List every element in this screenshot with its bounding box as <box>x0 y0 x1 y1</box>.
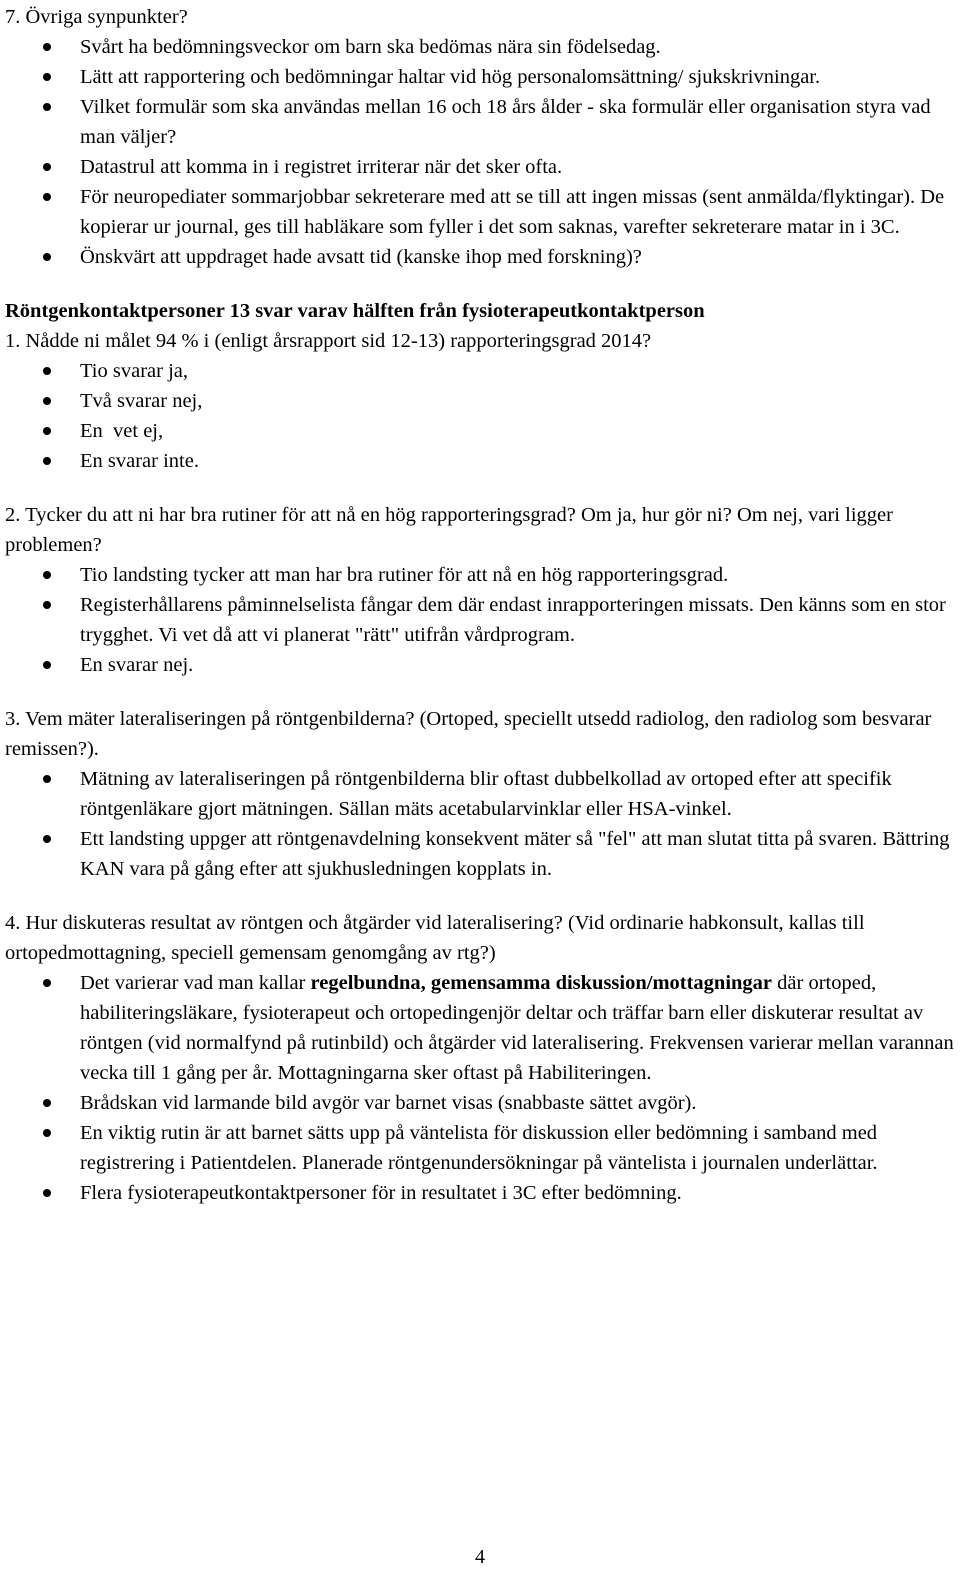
question-4-list <box>5 968 957 1208</box>
list-item: För neuropediater sommarjobbar sekreterare med att se till att ingen missas (sent anmälda/flyktingar). De kopierar ur journal, ges till habläkare som fyller i det som saknas, varefter sekreterare matar in i 3C. <box>5 182 957 242</box>
bullet-icon <box>43 979 51 987</box>
bullet-icon <box>43 43 51 51</box>
list-item: Svårt ha bedömningsveckor om barn ska bedömas nära sin födelsedag. <box>5 32 957 62</box>
spacer <box>5 476 957 500</box>
spacer <box>5 884 957 908</box>
question-1-list <box>5 356 957 476</box>
spacer <box>5 680 957 704</box>
page-number: 4 <box>475 1546 485 1568</box>
list-item: Önskvärt att uppdraget hade avsatt tid (kanske ihop med forskning)? <box>5 242 957 272</box>
question-3: 3. Vem mäter lateraliseringen på röntgenbilderna? (Ortoped, speciellt utsedd radiolog, den radiolog som besvarar remissen?). <box>5 708 932 760</box>
question-2-list <box>5 560 957 680</box>
bullet-icon <box>43 73 51 81</box>
bullet-icon <box>43 1189 51 1197</box>
bullet-icon <box>43 427 51 435</box>
section-7-list <box>5 32 957 272</box>
bullet-icon <box>43 775 51 783</box>
bullet-icon <box>43 1099 51 1107</box>
question-3-list <box>5 764 957 884</box>
list-item: Ett landsting uppger att röntgenavdelning konsekvent mäter så "fel" att man slutat titta på svaren. Bättring KAN vara på gång efter att sjukhusledningen kopplats in. <box>5 824 957 884</box>
list-item: En svarar inte. <box>5 446 957 476</box>
bullet-icon <box>43 457 51 465</box>
bullet-icon <box>43 571 51 579</box>
question-1: 1. Nådde ni målet 94 % i (enligt årsrapport sid 12-13) rapporteringsgrad 2014? <box>5 330 652 352</box>
list-item: Två svarar nej, <box>5 386 957 416</box>
section-7-title: 7. Övriga synpunkter? <box>5 6 188 28</box>
list-item: En svarar nej. <box>5 650 957 680</box>
bullet-icon <box>43 397 51 405</box>
bullet-icon <box>43 1129 51 1137</box>
list-item: Registerhållarens påminnelselista fångar dem där endast inrapporteringen missats. Den känns som en stor trygghet. Vi vet då att vi planerat "rätt" utifrån vårdprogram. <box>5 590 957 650</box>
bullet-icon <box>43 163 51 171</box>
bullet-icon <box>43 103 51 111</box>
list-item: En viktig rutin är att barnet sätts upp på väntelista för diskussion eller bedömning i samband med registrering i Patientdelen. Planerade röntgenundersökningar på väntelista i journalen underlättar. <box>5 1118 957 1178</box>
list-item: En vet ej, <box>5 416 957 446</box>
question-2: 2. Tycker du att ni har bra rutiner för att nå en hög rapporteringsgrad? Om ja, hur gör ni? Om nej, vari ligger problemen? <box>5 504 893 556</box>
bullet-icon <box>43 367 51 375</box>
bullet-icon <box>43 835 51 843</box>
list-item: Brådskan vid larmande bild avgör var barnet visas (snabbaste sättet avgör). <box>5 1088 957 1118</box>
list-item: Det varierar vad man kallar regelbundna, gemensamma diskussion/mottagningar där ortoped, habiliteringsläkare, fysioterapeut och ortopedingenjör deltar och träffar barn eller diskuterar resultat av röntgen (vid normalfynd på rutinbild) och åtgärder vid lateralisering. Frekvensen varierar mellan varannan vecka till 1 gång per år. Mottagningarna sker oftast på Habiliteringen. <box>5 968 957 1088</box>
bullet-icon <box>43 661 51 669</box>
question-4: 4. Hur diskuteras resultat av röntgen och åtgärder vid lateralisering? (Vid ordinarie habkonsult, kallas till ortopedmottagning, speciell gemensam genomgång av rtg?) <box>5 912 865 964</box>
list-item: Tio svarar ja, <box>5 356 957 386</box>
list-item: Datastrul att komma in i registret irriterar när det sker ofta. <box>5 152 957 182</box>
emphasis-text: regelbundna, gemensamma diskussion/mottagningar <box>310 972 773 994</box>
spacer <box>5 272 957 296</box>
document-page <box>5 2 957 1208</box>
bullet-icon <box>43 253 51 261</box>
list-item: Tio landsting tycker att man har bra rutiner för att nå en hög rapporteringsgrad. <box>5 560 957 590</box>
list-item: Lätt att rapportering och bedömningar haltar vid hög personalomsättning/ sjukskrivningar. <box>5 62 957 92</box>
list-item: Mätning av lateraliseringen på röntgenbilderna blir oftast dubbelkollad av ortoped efter att specifik röntgenläkare gjort mätningen. Sällan mäts acetabularvinklar eller HSA-vinkel. <box>5 764 957 824</box>
rontgen-heading: Röntgenkontaktpersoner 13 svar varav hälften från fysioterapeutkontaktperson <box>5 300 705 322</box>
bullet-icon <box>43 193 51 201</box>
bullet-icon <box>43 601 51 609</box>
list-item: Vilket formulär som ska användas mellan 16 och 18 års ålder - ska formulär eller organisation styra vad man väljer? <box>5 92 957 152</box>
list-item: Flera fysioterapeutkontaktpersoner för in resultatet i 3C efter bedömning. <box>5 1178 957 1208</box>
